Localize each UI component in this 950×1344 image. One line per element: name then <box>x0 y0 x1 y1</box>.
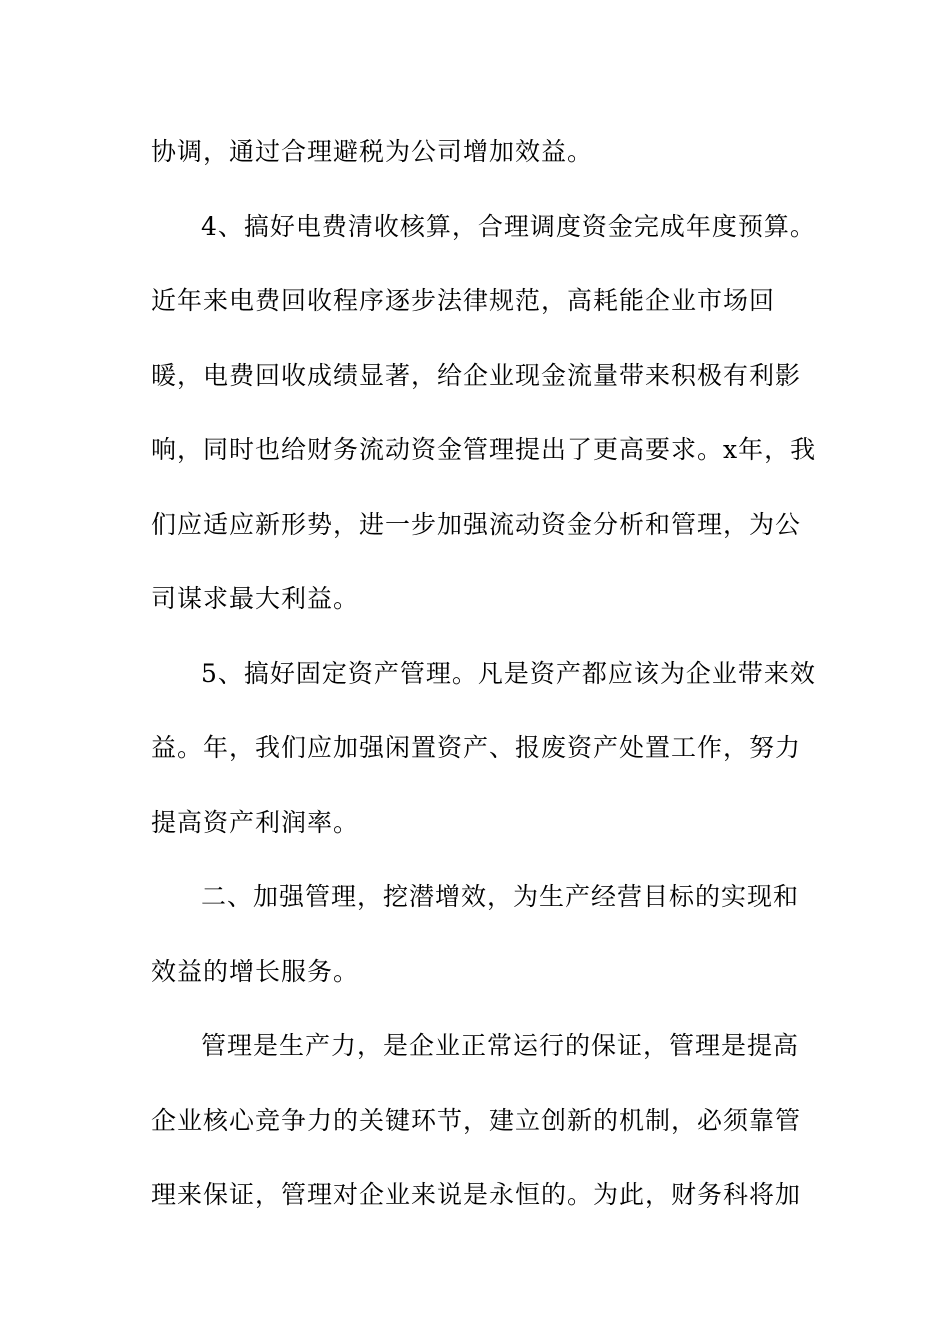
section-heading: 二、加强管理，挖潜增效，为生产经营目标的实现和 <box>201 882 800 911</box>
text-line: 们应适应新形势，进一步加强流动资金分析和管理，为公 <box>151 509 802 539</box>
text-line: 理来保证，管理对企业来说是永恒的。为此，财务科将加 <box>151 1180 802 1209</box>
text-line: 企业核心竞争力的关键环节，建立创新的机制，必须靠管 <box>151 1105 802 1135</box>
text-line: 5、搞好固定资产管理。凡是资产都应该为企业带来效 <box>201 658 816 688</box>
document-body <box>151 124 817 1242</box>
section-heading-continued: 效益的增长服务。 <box>151 956 360 986</box>
text-line: 益。年，我们应加强闲置资产、报废资产处置工作，努力 <box>151 733 802 762</box>
text-line: 响，同时也给财务流动资金管理提出了更高要求。x年，我 <box>151 435 817 464</box>
text-line: 管理是生产力，是企业正常运行的保证，管理是提高 <box>201 1031 800 1060</box>
text-line: 提高资产利润率。 <box>151 807 360 837</box>
text-line: 4、搞好电费清收核算，合理调度资金完成年度预算。 <box>201 211 816 241</box>
text-line: 暖，电费回收成绩显著，给企业现金流量带来积极有利影 <box>151 360 802 390</box>
text-line: 协调，通过合理避税为公司增加效益。 <box>151 137 594 166</box>
text-line: 近年来电费回收程序逐步法律规范，高耗能企业市场回 <box>151 286 776 315</box>
text-line: 司谋求最大利益。 <box>151 584 360 613</box>
